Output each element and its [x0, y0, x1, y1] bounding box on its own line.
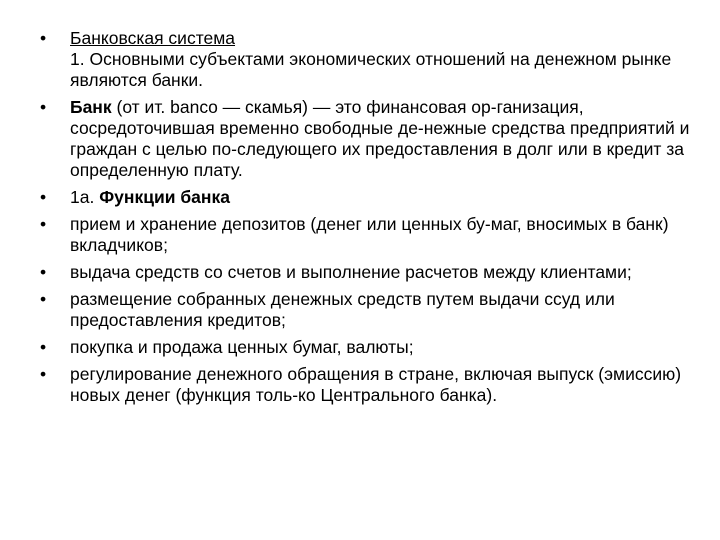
section-title: Функции банка [99, 187, 230, 207]
item-text: выдача средств со счетов и выполнение расчетов между клиентами; [70, 262, 632, 282]
bullet-icon: • [40, 337, 47, 357]
bullet-icon: • [40, 187, 47, 207]
bullet-icon: • [40, 262, 47, 282]
bullet-icon: • [40, 97, 47, 117]
item-text: покупка и продажа ценных бумаг, валюты; [70, 337, 414, 357]
list-item [40, 337, 710, 358]
item-text: (от ит. banco — скамья) — это финансовая ор-ганизация, сосредоточившая временно свободные де-нежные средства предприятий и граждан с целью по-следующего их предоставления в долг или в кредит за определенную плату. [70, 97, 690, 180]
list-item-functions-heading [40, 187, 710, 208]
item-text: размещение собранных денежных средств путем выдачи ссуд или предоставления кредитов; [70, 289, 615, 330]
list-item [40, 364, 710, 406]
term-bank: Банк [70, 97, 112, 117]
list-item-bank-definition [40, 97, 710, 181]
bullet-icon: • [40, 364, 47, 384]
list-item [40, 289, 710, 331]
item-text: регулирование денежного обращения в стране, включая выпуск (эмиссию) новых денег (функция толь-ко Центрального банка). [70, 364, 682, 405]
list-item [40, 214, 710, 256]
bullet-icon: • [40, 214, 47, 234]
section-heading: Банковская система [70, 28, 236, 48]
item-text: 1. Основными субъектами экономических отношений на денежном рынке являются банки. [70, 49, 672, 90]
list-item-banking-system [40, 28, 710, 91]
list-item [40, 262, 710, 283]
bullet-icon: • [40, 289, 47, 309]
section-number: 1a. [70, 187, 100, 207]
bullet-icon: • [40, 28, 47, 48]
bullet-list [40, 28, 710, 412]
item-text: прием и хранение депозитов (денег или ценных бу-маг, вносимых в банк) вкладчиков; [70, 214, 669, 255]
